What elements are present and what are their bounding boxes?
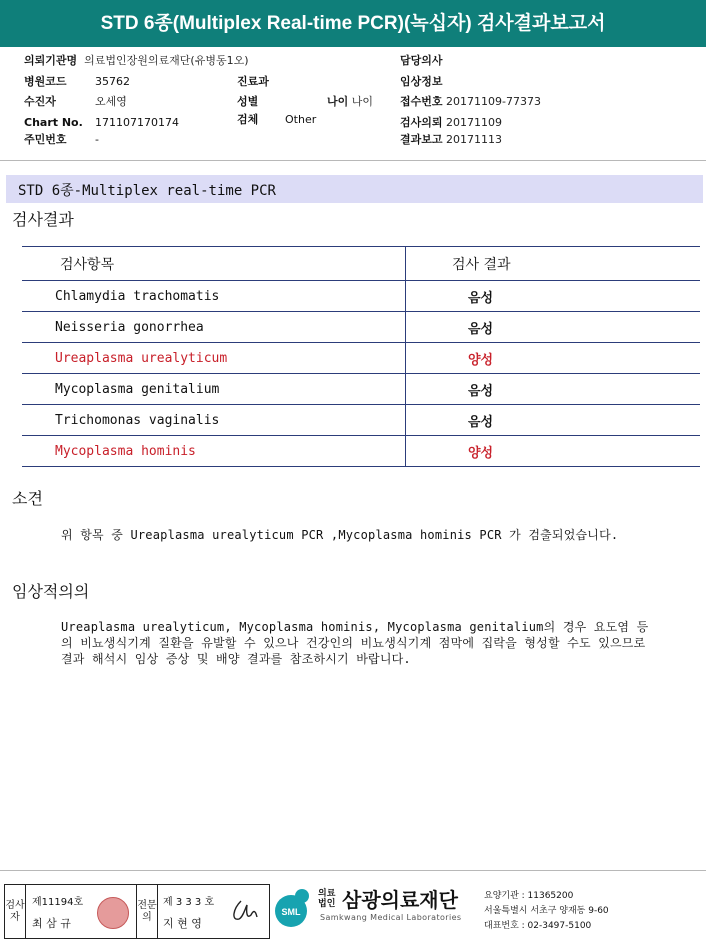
chart-value: 171107170174: [95, 116, 179, 129]
org-prefix-bottom: 법인: [318, 899, 336, 909]
table-row: [22, 374, 700, 405]
resident-value: -: [95, 133, 99, 146]
table-row: [22, 343, 700, 374]
requester-label: 의뢰기관명: [24, 54, 78, 67]
table-row: [22, 312, 700, 343]
attending-label: 담당의사: [400, 54, 443, 67]
test-item: Mycoplasma hominis: [22, 436, 406, 467]
receipt-value: 20171109-77373: [446, 95, 541, 108]
divider: [0, 160, 706, 161]
sml-logo-icon: [272, 886, 314, 928]
column-header-item: 검사항목: [22, 247, 406, 281]
care-code: 요양기관 : 11365200: [484, 891, 574, 901]
title-bar: [0, 0, 706, 47]
test-result: 양성: [406, 343, 701, 374]
test-result: 양성: [406, 436, 701, 467]
test-item: Chlamydia trachomatis: [22, 281, 406, 312]
table-row: [22, 405, 700, 436]
seal-stamp-icon: [97, 897, 129, 929]
requester-value: 의료법인장원의료재단(유병동1오): [84, 54, 249, 67]
age-label: 나이 나이: [327, 95, 374, 108]
test-item: Mycoplasma genitalium: [22, 374, 406, 405]
results-heading: 검사결과: [12, 210, 74, 229]
test-result: 음성: [406, 281, 701, 312]
clinical-significance-text: Ureaplasma urealyticum, Mycoplasma hominis, Mycoplasma genitalium의 경우 요도염 등의 비뇨생식기계 질환을 유발할 수 있으나 건강인의 비뇨생식기계 점막에 집락을 형성할 수도 있으므로 결과 해석시 임상 증상 및 배양 결과를 참조하시기 바랍니다.: [61, 620, 649, 666]
separator: [157, 885, 158, 938]
report-title: STD 6종(Multiplex Real-time PCR)(녹십자) 검사결과보고서: [100, 13, 606, 34]
address: 서울특별시 서초구 양재동 9-60: [484, 906, 609, 916]
hospital-code-value: 35762: [95, 75, 130, 88]
specialist-number: 제 3 3 3 호: [163, 897, 215, 908]
request-date-value: 20171109: [446, 116, 503, 129]
separator: [25, 885, 26, 938]
test-result: 음성: [406, 312, 701, 343]
table-row: [22, 436, 700, 467]
sex-label: 성별: [237, 95, 259, 108]
clinical-info-label: 임상정보: [400, 75, 443, 88]
inspector-number: 제11194호: [32, 897, 84, 908]
org-prefix: [318, 889, 335, 909]
org-name: 삼광의료재단: [342, 888, 458, 912]
patient-value: 오세영: [95, 95, 127, 108]
section-title: STD 6종-Multiplex real-time PCR: [18, 183, 276, 199]
findings-text: 위 항목 중 Ureaplasma urealyticum PCR ,Mycoplasma hominis PCR 가 검출되었습니다.: [61, 528, 619, 542]
footer-divider: [0, 870, 706, 871]
test-result: 음성: [406, 405, 701, 436]
test-item: Neisseria gonorrhea: [22, 312, 406, 343]
request-date-label: 검사의뢰 20171109: [400, 116, 503, 129]
signature-box: [4, 884, 270, 939]
hospital-code-label: 병원코드: [24, 75, 67, 88]
resident-label: 주민번호: [24, 133, 67, 146]
dept-label: 진료과: [237, 75, 269, 88]
findings-heading: 소견: [12, 489, 43, 508]
table-header: [22, 247, 700, 281]
test-item: Ureaplasma urealyticum: [22, 343, 406, 374]
phone: 대표번호 : 02-3497-5100: [484, 921, 592, 931]
specimen-value: Other: [285, 113, 317, 126]
specialist-label: 전문의: [137, 899, 157, 923]
column-header-result: 검사 결과: [406, 247, 701, 281]
inspector-label: 검사자: [5, 899, 25, 923]
patient-label: 수진자: [24, 95, 56, 108]
logo-text: SML: [281, 907, 301, 917]
test-item: Trichomonas vaginalis: [22, 405, 406, 436]
specialist-name: 지 현 영: [163, 917, 202, 930]
signature-icon: [227, 895, 263, 927]
clinical-significance-heading: 임상적의의: [12, 582, 90, 601]
results-table: [22, 246, 700, 467]
report-date-label: 결과보고 20171113: [400, 133, 503, 146]
age-value: 나이: [351, 95, 374, 108]
info-requester: [24, 52, 249, 70]
chart-label: Chart No.: [24, 116, 83, 129]
org-prefix-top: 의료: [318, 889, 336, 899]
inspector-name: 최 삼 규: [32, 917, 71, 930]
receipt-label: 접수번호 20171109-77373: [400, 95, 541, 108]
org-english-name: Samkwang Medical Laboratories: [320, 913, 462, 922]
info-hospital-code: [24, 73, 67, 91]
report-date-value: 20171113: [446, 133, 503, 146]
test-result: 음성: [406, 374, 701, 405]
info-attending: [400, 52, 446, 70]
section-bar: [6, 175, 703, 203]
table-row: [22, 281, 700, 312]
specimen-label: 검체: [237, 113, 259, 126]
